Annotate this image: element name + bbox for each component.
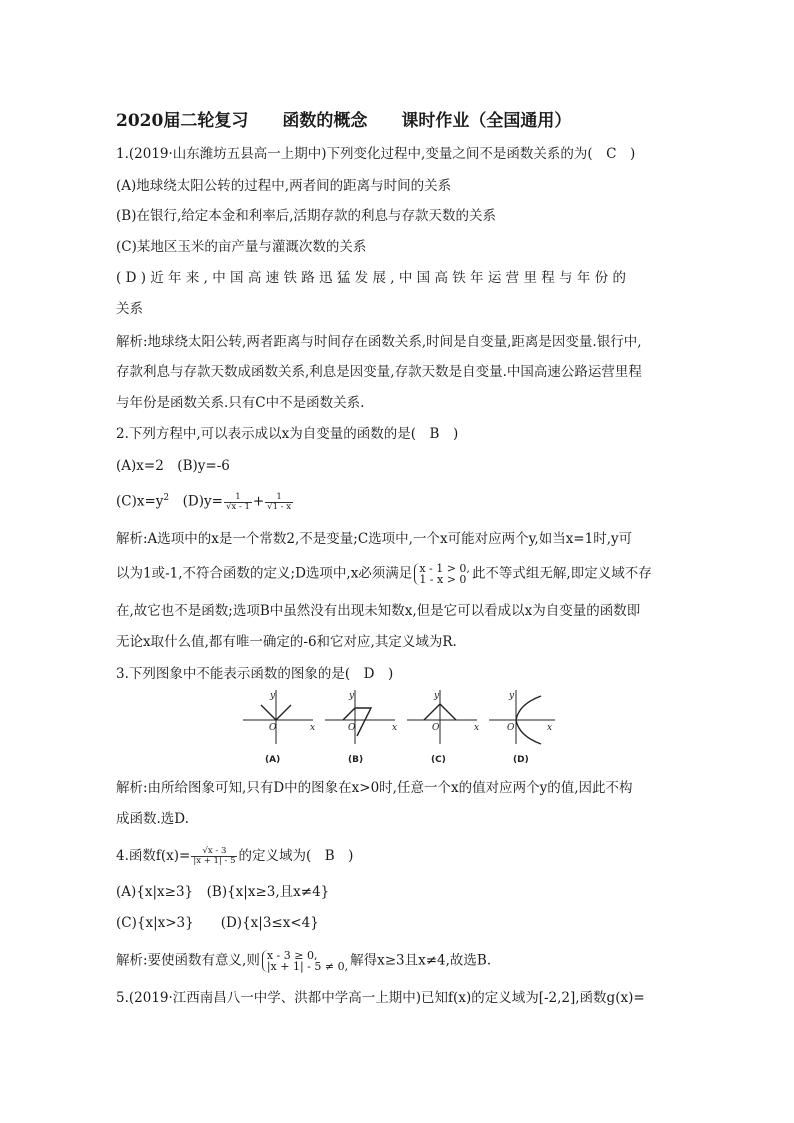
q1-option-a: (A)地球绕太阳公转的过程中,两者间的距离与时间的关系 xyxy=(116,178,452,194)
q4-options-ab: (A){x|x≥3} (B){x|x≥3,且x≠4} xyxy=(116,884,330,900)
q1-option-b: (B)在银行,给定本金和利率后,活期存款的利息与存款天数的关系 xyxy=(116,208,497,224)
q1-option-d: (D)近年来,中国高速铁路迅猛发展,中国高铁年运营里程与年份的 xyxy=(116,270,631,286)
q2-options-ab: (A)x=2 (B)y=-6 xyxy=(116,458,230,474)
q2-option-c: (C)x=y xyxy=(116,493,164,510)
q4-sol-tail: 解得x≥3且x≠4,故选B. xyxy=(350,952,492,969)
q1-solution-line-2: 存款利息与存款天数成函数关系,利息是因变量,存款天数是自变量.中国高速公路运营里程 xyxy=(116,364,642,380)
graph-a-y-label: y xyxy=(270,691,276,701)
q2-d-frac1-num: 1 xyxy=(224,493,252,503)
q1-solution-line-1: 解析:地球绕太阳公转,两者距离与时间存在函数关系,时间是自变量,距离是因变量.银行中, xyxy=(116,334,642,350)
q4-stem-tail: 的定义域为( B ) xyxy=(238,848,354,864)
graph-b-x-label: x xyxy=(392,723,398,733)
q4-stem-text: 4.函数f(x)= xyxy=(116,848,191,864)
q4-cond-1: x - 3 ≥ 0, xyxy=(266,949,318,962)
q2-inequality-system xyxy=(414,563,470,585)
q2-d-fraction-1 xyxy=(224,493,252,512)
q2-ineq-2: 1 - x > 0 xyxy=(419,573,467,586)
graph-c-label: (C) xyxy=(431,755,446,765)
graph-a-x-label: x xyxy=(310,723,316,733)
q3-stem: 3.下列图象中不能表示函数的图象的是( D ) xyxy=(116,666,394,682)
q2-d-frac2-den: √1 - x xyxy=(267,501,292,512)
graph-c xyxy=(407,690,480,744)
q2-sol2-text: 以为1或-1,不符合函数的定义;D选项中,x必须满足 xyxy=(116,565,413,582)
q1-solution-line-3: 与年份是函数关系.只有C中不是函数关系. xyxy=(116,395,365,411)
q2-d-frac2-num: 1 xyxy=(265,493,293,503)
q2-sol2-tail: 此不等式组无解,即定义域不存 xyxy=(471,565,652,582)
q1-stem: 1.(2019·山东潍坊五县高一上期中)下列变化过程中,变量之间不是函数关系的为( C ) xyxy=(116,146,636,162)
graph-d-y-label: y xyxy=(509,691,515,701)
graph-a xyxy=(243,690,316,744)
graph-b-label: (B) xyxy=(348,755,364,765)
graph-b xyxy=(325,690,398,744)
q2-ineq-1: x - 1 > 0, xyxy=(419,562,470,575)
q2-option-d-label: (D)y= xyxy=(169,493,223,510)
q4-cond-2: |x + 1| - 5 ≠ 0, xyxy=(266,960,349,973)
q2-d-frac1-den: √x - 1 xyxy=(225,501,250,512)
q3-graphs-svg xyxy=(243,686,555,768)
q4-solution xyxy=(116,950,491,972)
q2-solution-line-2 xyxy=(116,563,652,585)
graph-d-x-label: x xyxy=(547,723,553,733)
graph-b-origin: O xyxy=(348,723,356,733)
graph-a-origin: O xyxy=(269,723,277,733)
q4-frac-den: |x + 1| - 5 xyxy=(193,856,236,866)
graph-d xyxy=(489,690,555,744)
q4-options-cd: (C){x|x>3} (D){x|3≤x<4} xyxy=(116,915,319,931)
q1-option-c: (C)某地区玉米的亩产量与灌溉次数的关系 xyxy=(116,239,367,255)
q2-d-fraction-2 xyxy=(265,493,293,512)
q4-stem xyxy=(116,846,353,866)
q4-frac-num: √x - 3 xyxy=(191,847,237,857)
q2-stem: 2.下列方程中,可以表示成以x为自变量的函数的是( B ) xyxy=(116,426,459,442)
q4-sol-text: 解析:要使函数有意义,则 xyxy=(116,952,260,969)
graph-c-y-label: y xyxy=(434,691,440,701)
q3-graphs xyxy=(243,686,555,768)
page-title: 2020届二轮复习 函数的概念 课时作业（全国通用） xyxy=(116,111,572,131)
q2-option-c-exponent: 2 xyxy=(163,493,170,503)
q1-option-d-cont: 关系 xyxy=(116,301,143,317)
q2-d-plus: + xyxy=(252,493,265,510)
graph-a-label: (A) xyxy=(265,755,281,765)
q2-solution-line-3: 在,故它也不是函数;选项B中虽然没有出现未知数x,但是它可以看成以x为自变量的函数即 xyxy=(116,603,641,619)
graph-b-y-label: y xyxy=(349,691,355,701)
q2-options-cd xyxy=(116,488,294,512)
q4-fraction xyxy=(191,847,237,866)
graph-c-origin: O xyxy=(432,723,440,733)
q2-solution-line-4: 无论x取什么值,都有唯一确定的-6和它对应,其定义域为R. xyxy=(116,634,457,650)
q3-solution-line-1: 解析:由所给图象可知,只有D中的图象在x>0时,任意一个x的值对应两个y的值,因此不构 xyxy=(116,780,633,796)
graph-c-x-label: x xyxy=(474,723,480,733)
q2-solution-line-1: 解析:A选项中的x是一个常数2,不是变量;C选项中,一个x可能对应两个y,如当x=1时,y可 xyxy=(116,531,633,547)
q3-solution-line-2: 成函数.选D. xyxy=(116,811,189,827)
graph-d-origin: O xyxy=(507,723,515,733)
graph-d-label: (D) xyxy=(513,755,529,765)
q5-stem: 5.(2019·江西南昌八一中学、洪都中学高一上期中)已知f(x)的定义域为[-2,2],函数g(x)= xyxy=(116,990,645,1006)
q4-condition-system xyxy=(262,950,348,972)
